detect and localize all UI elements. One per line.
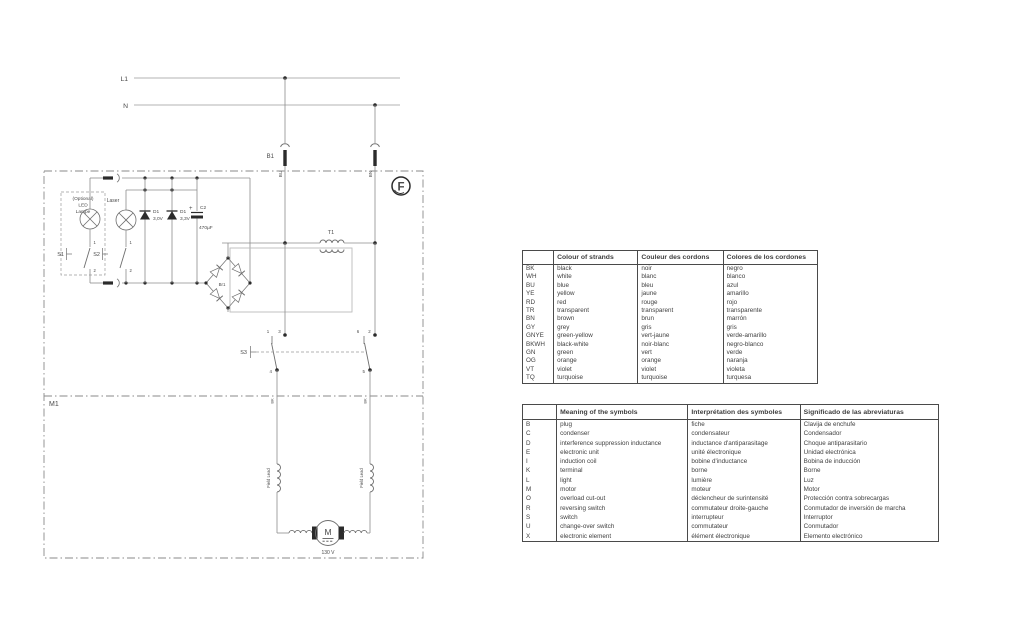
strand-code: TQ: [526, 374, 535, 382]
table-row: [523, 307, 818, 315]
electronic-unit-box: [230, 248, 352, 312]
bridge-rectifier-br1: [204, 243, 251, 312]
symbol-fr: interrupteur: [688, 513, 800, 522]
strand-en: green: [554, 349, 638, 357]
meaning-of-symbols-table: [522, 404, 939, 542]
symbol-code: E: [526, 448, 531, 456]
symbol-es: Luz: [800, 476, 938, 485]
strand-es: transparente: [723, 307, 817, 315]
strand-en: grey: [554, 324, 638, 332]
table-row: [523, 357, 818, 365]
laser-branch: [93, 190, 136, 283]
strand-code: OG: [526, 357, 536, 365]
table-row: [523, 324, 818, 332]
strand-es: marrón: [723, 315, 817, 323]
strand-code: RD: [526, 298, 536, 306]
symbol-code: M: [526, 486, 532, 494]
wire-bk-right-label: BK: [362, 398, 368, 404]
wire-bk-left-label: BK: [269, 398, 275, 404]
n-label: N: [123, 103, 128, 110]
symbol-en: switch: [557, 513, 688, 522]
socket-icon: [371, 144, 380, 147]
capacitor-c2: [189, 178, 213, 283]
optional-label-3: Lampe: [75, 210, 91, 215]
strand-en: black-white: [554, 341, 638, 349]
connector-socket-icon: [117, 174, 119, 182]
strand-en: violet: [554, 366, 638, 374]
strand-fr: gris: [638, 324, 723, 332]
brush-coil-icon: [289, 530, 312, 533]
symbol-en: plug: [557, 420, 688, 430]
symbol-es: Clavija de enchufe: [800, 420, 938, 430]
strand-code: VT: [526, 365, 535, 373]
symbol-en: electronic element: [557, 532, 688, 542]
strand-code: BU: [526, 281, 535, 289]
plug-b1: [267, 144, 380, 243]
strand-code: BN: [526, 315, 535, 323]
table-header-row: [523, 251, 818, 265]
symbol-es: Conmutador de inversión de marcha: [800, 504, 938, 513]
switch-lever-icon: [272, 343, 278, 370]
contact-1-label: 1: [266, 329, 270, 334]
s3-label: S3: [240, 350, 247, 356]
strand-es: rojo: [723, 299, 817, 307]
strand-es: amarillo: [723, 290, 817, 298]
table-row: [523, 374, 818, 383]
header-spanish: Colores de los cordones: [723, 251, 817, 265]
strand-es: gris: [723, 324, 817, 332]
symbol-es: Interruptor: [800, 513, 938, 522]
header-code: [523, 251, 554, 265]
header-code: [523, 405, 557, 420]
strand-fr: transparent: [638, 307, 723, 315]
table-row: [523, 532, 939, 542]
strand-code: GN: [526, 349, 536, 357]
laser-lamp-icon: [116, 210, 136, 230]
strand-es: violeta: [723, 366, 817, 374]
symbol-code: X: [526, 532, 531, 540]
manufacturer-logo-icon: [392, 177, 410, 195]
strand-es: negro-blanco: [723, 341, 817, 349]
strand-en: turquoise: [554, 374, 638, 383]
strand-code: TR: [526, 307, 535, 315]
field-lead-left-label: Field Lead: [266, 468, 271, 488]
table-row: [523, 315, 818, 323]
d1b-name: D1: [180, 210, 187, 215]
motor-section: [266, 370, 374, 556]
motor-letter: M: [324, 527, 332, 537]
table-row: [523, 265, 818, 274]
symbol-en: terminal: [557, 466, 688, 475]
header-french: Interprétation des symboles: [688, 405, 800, 420]
optional-label-1: (Optional): [72, 197, 94, 202]
zener-diode-d1b: [167, 178, 191, 283]
table-row: [523, 366, 818, 374]
strand-fr: turquoise: [638, 374, 723, 383]
reversing-switch-s3: [240, 243, 377, 374]
symbol-code: C: [526, 430, 531, 438]
coil-icon: [320, 240, 344, 243]
strand-code: BKWH: [526, 340, 545, 348]
symbol-fr: lumière: [688, 476, 800, 485]
optional-label-2: LED: [78, 203, 88, 209]
s2-contact-bottom: 2: [129, 268, 132, 273]
symbol-es: Condensador: [800, 429, 938, 438]
symbol-fr: élément électronique: [688, 532, 800, 542]
table-row: [523, 273, 818, 281]
strand-code: GY: [526, 323, 536, 331]
contact-6-label: 6: [356, 329, 360, 334]
strand-en: white: [554, 273, 638, 281]
symbol-en: electronic unit: [557, 448, 688, 457]
symbol-code: O: [526, 495, 531, 503]
header-english: Meaning of the symbols: [557, 405, 688, 420]
symbol-es: Borne: [800, 466, 938, 475]
d1a-name: D1: [153, 210, 160, 215]
s1-contact-bottom: 2: [93, 268, 96, 273]
symbol-code: S: [526, 513, 531, 521]
connector-socket-icon: [117, 279, 119, 287]
symbol-en: change-over switch: [557, 522, 688, 531]
symbol-es: Conmutador: [800, 522, 938, 531]
table-row: [523, 513, 939, 522]
strand-en: orange: [554, 357, 638, 365]
m1-label: M1: [49, 401, 59, 408]
symbol-code: L: [526, 476, 530, 484]
circuit-schematic: [0, 0, 470, 630]
symbol-en: reversing switch: [557, 504, 688, 513]
strand-en: transparent: [554, 307, 638, 315]
symbol-code: R: [526, 504, 531, 512]
s1-contact-top: 1: [93, 240, 96, 245]
strand-es: turquesa: [723, 374, 817, 383]
mains-section: [120, 76, 400, 143]
table-row: [523, 457, 939, 466]
table-row: [523, 332, 818, 340]
symbol-en: interference suppression inductance: [557, 439, 688, 448]
symbol-fr: commutateur: [688, 522, 800, 531]
s2-contact-top: 1: [129, 240, 132, 245]
strand-en: brown: [554, 315, 638, 323]
table-row: [523, 485, 939, 494]
symbol-fr: déclencheur de surintensité: [688, 494, 800, 503]
brush-icon: [339, 527, 345, 540]
strand-es: verde: [723, 349, 817, 357]
wire-bu-label: BU: [278, 170, 283, 178]
table-row: [523, 466, 939, 475]
strand-es: blanco: [723, 273, 817, 281]
strand-en: yellow: [554, 290, 638, 298]
switch-lever-icon: [84, 248, 90, 268]
header-spanish: Significado de las abreviaturas: [800, 405, 938, 420]
strand-fr: bleu: [638, 282, 723, 290]
symbol-fr: inductance d'antiparasitage: [688, 439, 800, 448]
symbol-es: Bobina de inducción: [800, 457, 938, 466]
switch-lever-icon: [365, 343, 371, 370]
c2-name: C2: [200, 206, 207, 211]
d1b-value: 3,3V: [180, 217, 190, 222]
zener-diode-d1a: [140, 178, 164, 283]
contact-3-label: 3: [278, 329, 281, 334]
symbol-fr: fiche: [688, 420, 800, 430]
symbol-en: light: [557, 476, 688, 485]
strand-es: azul: [723, 282, 817, 290]
table-row: [523, 282, 818, 290]
c2-value: 470µF: [199, 226, 213, 231]
table-row: [523, 522, 939, 531]
table-row: [523, 299, 818, 307]
symbol-es: Unidad electrónica: [800, 448, 938, 457]
strand-fr: blanc: [638, 273, 723, 281]
table-row: [523, 448, 939, 457]
diode-triangle-icon: [167, 211, 177, 220]
table-header-row: [523, 405, 939, 420]
symbol-en: motor: [557, 485, 688, 494]
field-coil-icon: [370, 464, 374, 492]
symbol-es: Elemento electrónico: [800, 532, 938, 542]
symbol-fr: commutateur droite-gauche: [688, 504, 800, 513]
symbol-fr: unité électronique: [688, 448, 800, 457]
strand-code: BK: [526, 265, 535, 272]
d1a-value: 3,0V: [153, 217, 163, 222]
socket-icon: [281, 144, 290, 147]
capacitor-plate-icon: [191, 216, 203, 219]
symbol-fr: borne: [688, 466, 800, 475]
contact-5-label: 5: [362, 369, 365, 374]
rail-junctions: [124, 176, 198, 284]
table-row: [523, 290, 818, 298]
switch-lever-icon: [120, 248, 126, 268]
brush-coil-icon: [344, 530, 367, 533]
contact-2-label: 2: [368, 329, 371, 334]
strand-fr: noir-blanc: [638, 341, 723, 349]
t1-label: T1: [327, 230, 335, 236]
table-row: [523, 439, 939, 448]
l1-label: L1: [120, 76, 128, 83]
field-coil-icon: [277, 464, 281, 492]
strand-code: GNYE: [526, 332, 544, 340]
symbol-es: Motor: [800, 485, 938, 494]
table-row: [523, 429, 939, 438]
symbol-code: K: [526, 467, 531, 475]
symbol-es: Protección contra sobrecargas: [800, 494, 938, 503]
strand-fr: noir: [638, 265, 723, 274]
strand-es: verde-amarillo: [723, 332, 817, 340]
coil-icon: [320, 250, 344, 253]
br1-label: Br1: [218, 282, 226, 287]
upper-rails: [90, 174, 250, 287]
b1-label: B1: [266, 154, 274, 160]
s1-label: S1: [57, 252, 64, 258]
colour-of-strands-table: [522, 250, 818, 384]
strand-fr: brun: [638, 315, 723, 323]
strand-fr: rouge: [638, 299, 723, 307]
wire-bn-label: BN: [368, 170, 373, 178]
symbol-en: induction coil: [557, 457, 688, 466]
strand-fr: jaune: [638, 290, 723, 298]
header-french: Couleur des cordons: [638, 251, 723, 265]
enclosure-box: [44, 171, 423, 558]
table-row: [523, 341, 818, 349]
strand-en: black: [554, 265, 638, 274]
symbol-code: B: [526, 421, 531, 428]
contact-4-label: 4: [269, 369, 272, 374]
c2-plus: +: [188, 206, 193, 212]
symbol-code: I: [526, 458, 528, 466]
strand-fr: vert: [638, 349, 723, 357]
symbol-en: condenser: [557, 429, 688, 438]
header-english: Colour of strands: [554, 251, 638, 265]
table-row: [523, 349, 818, 357]
laser-label: Laser: [106, 198, 120, 204]
strand-fr: violet: [638, 366, 723, 374]
strand-fr: orange: [638, 357, 723, 365]
choke-t1: [222, 230, 377, 253]
table-row: [523, 476, 939, 485]
symbol-es: Choque antiparasitario: [800, 439, 938, 448]
symbol-fr: bobine d'inductance: [688, 457, 800, 466]
optional-led-branch: [57, 178, 105, 283]
strand-en: red: [554, 299, 638, 307]
table-row: [523, 420, 939, 430]
strand-es: naranja: [723, 357, 817, 365]
table-row: [523, 504, 939, 513]
s2-label: S2: [93, 252, 100, 258]
diode-triangle-icon: [140, 211, 150, 220]
motor-voltage-label: 130 V: [321, 550, 335, 556]
table-row: [523, 494, 939, 503]
strand-en: blue: [554, 282, 638, 290]
logo-letter: F: [397, 181, 405, 194]
strand-code: WH: [526, 273, 537, 281]
symbol-en: overload cut-out: [557, 494, 688, 503]
strand-en: green-yellow: [554, 332, 638, 340]
strand-code: YE: [526, 290, 535, 298]
strand-fr: vert-jaune: [638, 332, 723, 340]
symbol-fr: condensateur: [688, 429, 800, 438]
appliance-boundary: [44, 171, 423, 558]
symbol-code: U: [526, 523, 531, 531]
symbol-code: D: [526, 439, 531, 447]
symbol-fr: moteur: [688, 485, 800, 494]
field-lead-right-label: Field Lead: [359, 468, 364, 488]
strand-es: negro: [723, 265, 817, 274]
